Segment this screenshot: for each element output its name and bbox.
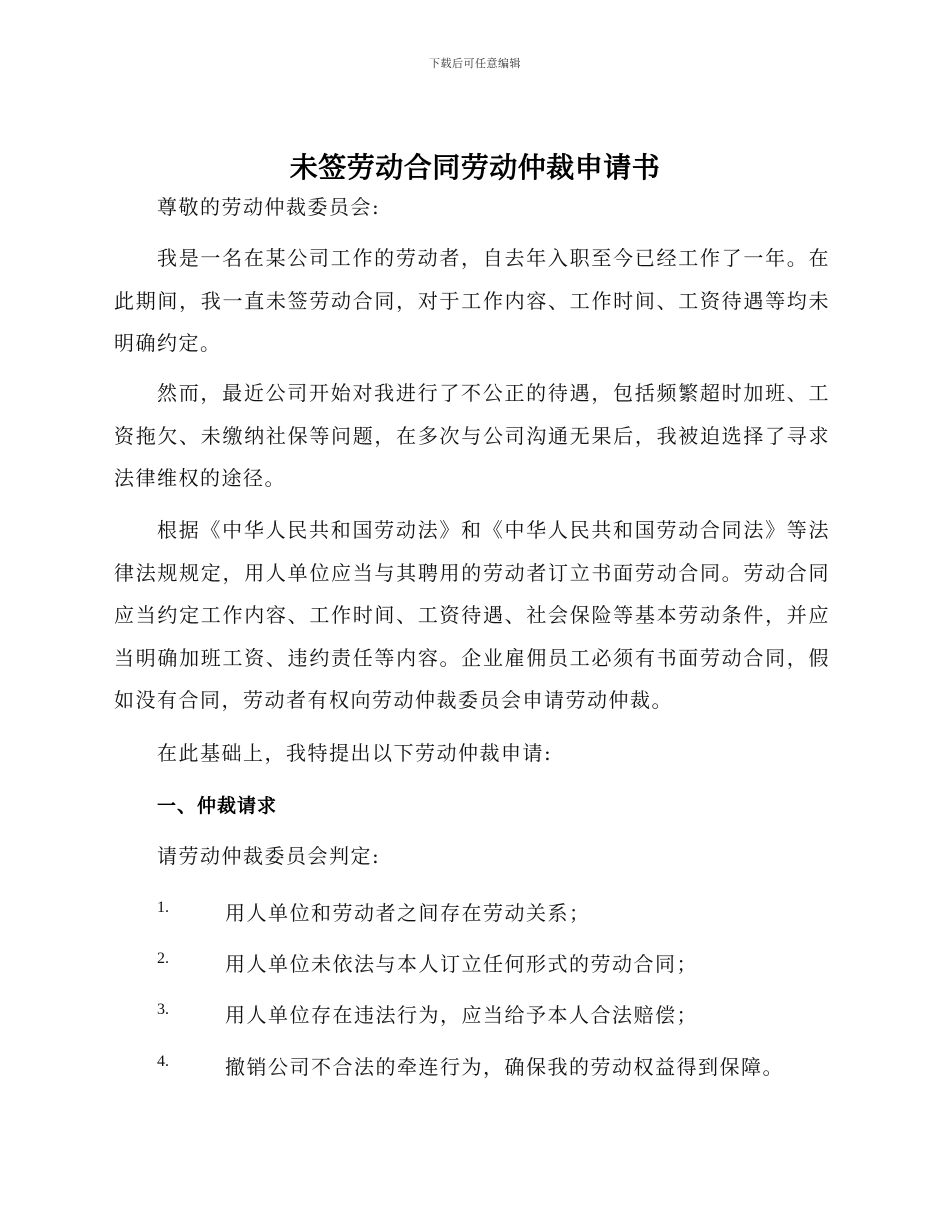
list-number: 2. (157, 950, 169, 967)
paragraph-1: 我是一名在某公司工作的劳动者，自去年入职至今已经工作了一年。在此期间，我一直未签劳动合同，对于工作内容、工作时间、工资待遇等均未明确约定。 (114, 246, 830, 355)
section-heading: 一、仲裁请求 (157, 795, 278, 817)
paragraph-4: 在此基础上，我特提出以下劳动仲裁申请: (157, 741, 553, 765)
paragraph-2: 然而，最近公司开始对我进行了不公正的待遇，包括频繁超时加班、工资拖欠、未缴纳社保等问题，在多次与公司沟通无果后，我被迫选择了寻求法律维权的途径。 (114, 381, 830, 490)
header-note: 下载后可任意编辑 (429, 57, 521, 70)
list-number: 3. (157, 1001, 169, 1018)
paragraph-3: 根据《中华人民共和国劳动法》和《中华人民共和国劳动合同法》等法律法规规定，用人单位应当与其聘用的劳动者订立书面劳动合同。劳动合同应当约定工作内容、工作时间、工资待遇、社会保险等基本劳动条件，并应当明确加班工资、违约责任等内容。企业雇佣员工必须有书面劳动合同，假如没有合同，劳动者有权向劳动仲裁委员会申请劳动仲裁。 (114, 518, 830, 712)
list-text: 用人单位和劳动者之间存在劳动关系； (225, 901, 591, 925)
document-title: 未签劳动合同劳动仲裁申请书 (289, 151, 661, 184)
list-text: 用人单位存在违法行为，应当给予本人合法赔偿； (225, 1003, 698, 1027)
list-number: 1. (157, 899, 169, 916)
request-intro: 请劳动仲裁委员会判定: (157, 844, 381, 868)
salutation: 尊敬的劳动仲裁委员会: (157, 195, 381, 219)
list-text: 用人单位未依法与本人订立任何形式的劳动合同； (225, 952, 698, 976)
list-number: 4. (157, 1053, 169, 1070)
list-text: 撤销公司不合法的牵连行为，确保我的劳动权益得到保障。 (225, 1055, 784, 1079)
